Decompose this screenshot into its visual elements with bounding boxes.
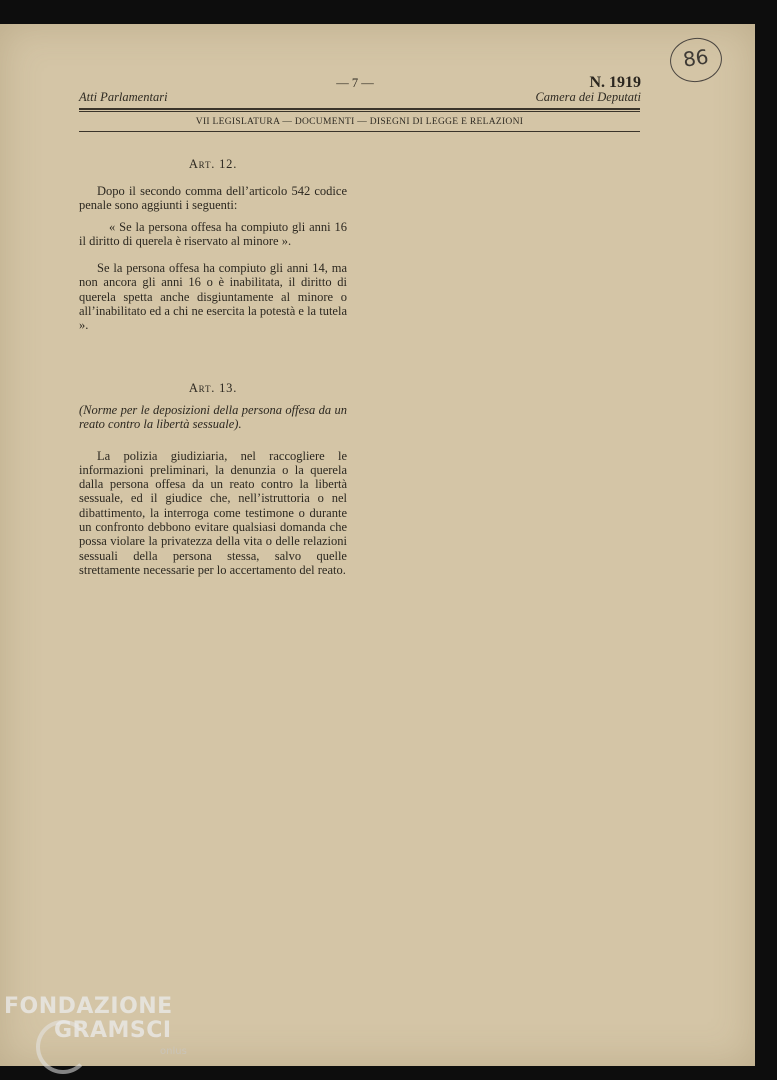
article-12-paragraph: Dopo il secondo comma dell’articolo 542 codice penale sono aggiunti i seguenti: [79,184,347,213]
article-13-paragraph: La polizia giudiziaria, nel raccogliere le informazioni preliminari, la denunzia o la querela dalla persona offesa da un reato contro la libertà sessuale, ed il giudice che, nell’istruttoria o nel dibattimento, la interroga come testimone o durante un confronto debbono evitare qualsiasi domanda che possa violare la privatezza della vita o delle relazioni sessuali della persona stessa, salvo quelle strettamente necessarie per lo accertamento del reato. [79,448,347,577]
header-left-label: Atti Parlamentari [79,90,168,104]
subheader-rule [79,131,640,132]
article-13-title: Art. 13. [188,381,238,395]
fondazione-gramsci-watermark: FONDAZIONE GRAMSCI onlus [4,994,173,1019]
document-number: N. 1919 [589,74,641,91]
header-right-label: Camera dei Deputati [535,90,641,104]
article-12-quote: « Se la persona offesa ha compiuto gli anni 16 il diritto di querela è riservato al minore ». [79,219,347,248]
header-rule [79,108,640,110]
article-12-paragraph: Se la persona offesa ha compiuto gli anni 14, ma non ancora gli anni 16 o è inabilitata, il diritto di querela spetta anche disgiuntamente al minore o all’inabilitato ed a chi ne esercita la potestà e la tutela ». [79,261,347,333]
stamp-text: 86 [681,44,710,72]
subheader: VII LEGISLATURA — DOCUMENTI — DISEGNI DI LEGGE E RELAZIONI [195,117,524,127]
article-12-body [79,184,347,333]
article-12-title: Art. 12. [188,157,238,171]
article-13-body [79,403,347,577]
page-number: — 7 — [336,76,374,90]
article-13-subtitle: (Norme per le deposizioni della persona offesa da un reato contro la libertà sessuale). [79,403,347,432]
header-rule-thin [79,111,640,112]
